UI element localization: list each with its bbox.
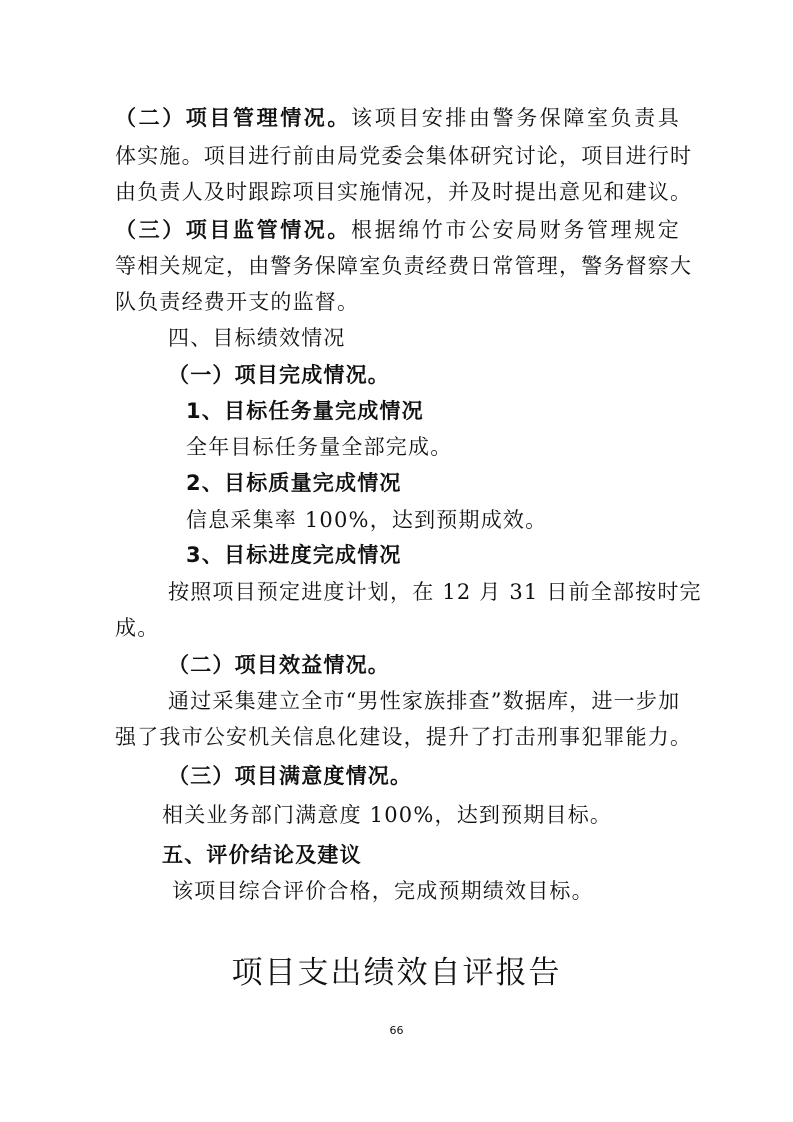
section-4-1-1-heading: 1、目标任务量完成情况 bbox=[186, 399, 424, 423]
section-4-1-2-text: 信息采集率 100%，达到预期成效。 bbox=[186, 508, 548, 532]
section-4-1-heading: （一）项目完成情况。 bbox=[168, 363, 390, 387]
section-5-text: 该项目综合评价合格，完成预期绩效目标。 bbox=[172, 879, 594, 903]
section-4-2-heading: （二）项目效益情况。 bbox=[168, 653, 390, 677]
section-4-3-heading: （三）项目满意度情况。 bbox=[168, 764, 413, 788]
para-supervision-line2: 等相关规定，由警务保障室负责经费日常管理，警务督察大 bbox=[115, 254, 693, 278]
section-4-1-3-line2: 成。 bbox=[115, 616, 160, 640]
heading-management: （二）项目管理情况。 bbox=[115, 106, 351, 130]
section-4-1-2-heading: 2、目标质量完成情况 bbox=[186, 471, 402, 495]
section-4-heading: 四、目标绩效情况 bbox=[168, 326, 346, 350]
section-4-1-1-text: 全年目标任务量全部完成。 bbox=[186, 435, 453, 459]
section-4-2-line1: 通过采集建立全市“男性家族排查”数据库，进一步加 bbox=[168, 689, 681, 713]
para-supervision-line1: （三）项目监管情况。根据绵竹市公安局财务管理规定 bbox=[115, 218, 680, 242]
section-4-1-3-heading: 3、目标进度完成情况 bbox=[186, 543, 402, 567]
para-supervision-line3: 队负责经费开支的监督。 bbox=[115, 290, 360, 314]
heading-supervision: （三）项目监管情况。 bbox=[115, 218, 351, 242]
para-management-line1: （二）项目管理情况。该项目安排由警务保障室负责具 bbox=[115, 106, 680, 130]
report-title: 项目支出绩效自评报告 bbox=[231, 955, 562, 991]
para-management-line2: 体实施。项目进行前由局党委会集体研究讨论，项目进行时 bbox=[115, 144, 693, 168]
page-number: 66 bbox=[389, 1024, 404, 1037]
para-management-line3: 由负责人及时跟踪项目实施情况，并及时提出意见和建议。 bbox=[115, 180, 693, 204]
section-4-1-3-line1: 按照项目预定进度计划，在 12 月 31 日前全部按时完 bbox=[168, 580, 702, 604]
section-5-heading: 五、评价结论及建议 bbox=[162, 843, 362, 867]
section-4-3-text: 相关业务部门满意度 100%，达到预期目标。 bbox=[162, 803, 613, 827]
section-4-2-line2: 强了我市公安机关信息化建设，提升了打击刑事犯罪能力。 bbox=[115, 725, 693, 749]
